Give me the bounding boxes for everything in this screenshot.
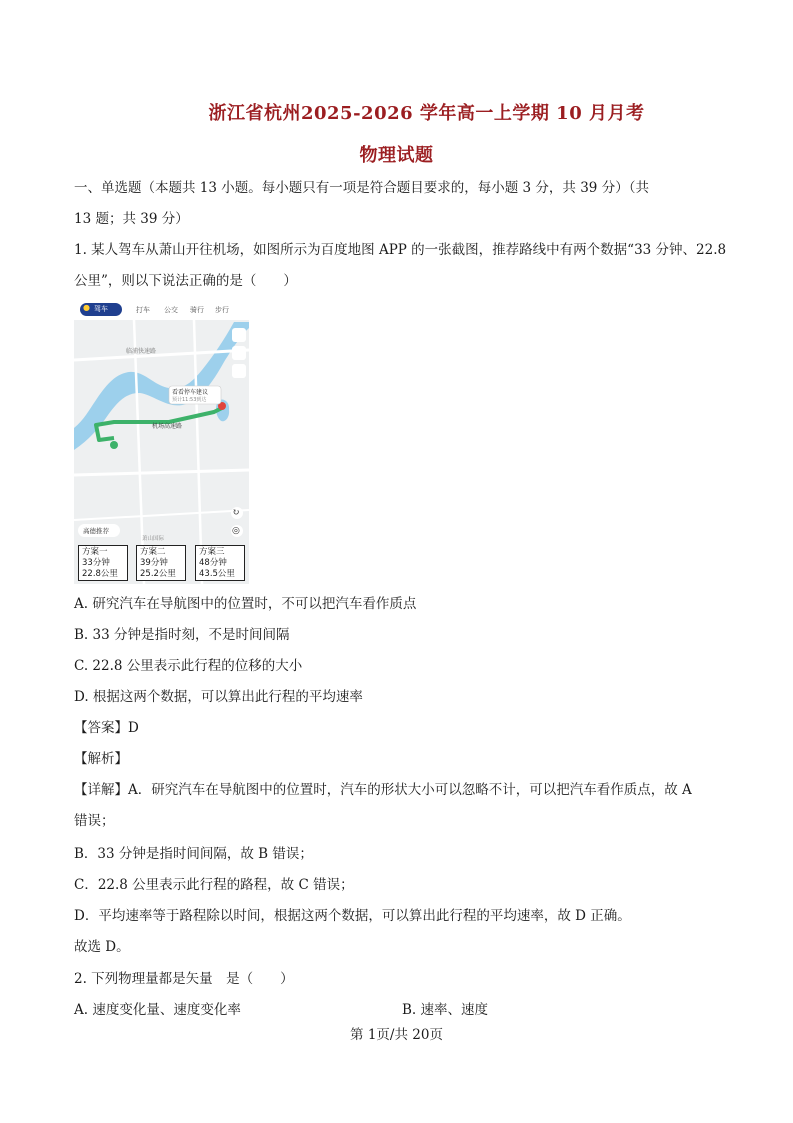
locate-icon[interactable]: ◎ [232,526,240,536]
detail-line1: 【详解】A．研究汽车在导航图中的位置时，汽车的形状大小可以忽略不计，可以把汽车看作质点，故 A [74,782,692,798]
plan-time: 39分钟 [140,558,168,568]
question-2-option-a: A. 速度变化量、速度变化率 [74,1002,241,1018]
question-1-option-a: A. 研究汽车在导航图中的位置时，不可以把汽车看作质点 [74,596,417,612]
route-plan-2[interactable] [136,545,186,581]
map-recommend-button[interactable]: 高德推荐 [83,527,109,535]
question-1-option-b: B. 33 分钟是指时刻，不是时间间隔 [74,627,290,643]
map-tab-walk[interactable]: 步行 [215,306,229,314]
plan-distance: 22.8公里 [82,569,118,579]
conclusion: 故选 D。 [74,939,130,955]
route-plan-1[interactable] [78,545,128,581]
page-subtitle: 物理试题 [359,145,434,166]
map-tooltip-eta: 预计11:53到达 [172,397,207,403]
question-1-line2: 公里”，则以下说法正确的是（ ） [74,273,297,289]
detail-d: D．平均速率等于路程除以时间，根据这两个数据，可以算出此行程的平均速率，故 D 正确。 [74,908,631,924]
question-1-option-d: D. 根据这两个数据，可以算出此行程的平均速率 [74,689,363,705]
plan-distance: 43.5公里 [199,569,235,579]
route-plan-3[interactable] [195,545,245,581]
map-tooltip-title: 看看停车建议 [172,389,209,396]
page-title: 浙江省杭州2025-2026 学年高一上学期 10 月月考 [208,103,645,124]
question-1-line1: 1. 某人驾车从萧山开往机场，如图所示为百度地图 APP 的一张截图，推荐路线中有两个数据“33 分钟、22.8 [74,242,727,258]
map-tab-bike[interactable]: 骑行 [190,306,204,314]
plan-name: 方案三 [199,547,225,557]
car-icon: ● [83,303,90,312]
page-footer: 第 1页/共 20页 [350,1027,443,1043]
question-2-option-b: B. 速率、速度 [402,1002,489,1018]
plan-name: 方案二 [140,547,166,557]
map-tab-taxi[interactable]: 打车 [136,306,150,314]
plan-distance: 25.2公里 [140,569,176,579]
section-heading-line2: 13 题；共 39 分） [74,211,189,227]
question-1-option-c: C. 22.8 公里表示此行程的位移的大小 [74,658,303,674]
refresh-icon[interactable]: ↻ [232,508,240,518]
map-road-label-2: 机场高速路 [152,423,183,430]
analysis-label: 【解析】 [74,751,128,767]
map-figure [74,300,249,584]
answer-label: 【答案】D [74,720,139,736]
section-heading-line1: 一、单选题（本题共 13 小题。每小题只有一项是符合题目要求的，每小题 3 分，共 39 分）（共 [74,180,649,196]
map-road-label-1: 临浦快速路 [126,348,157,355]
plan-time: 48分钟 [199,558,227,568]
detail-b: B．33 分钟是指时间间隔，故 B 错误； [74,846,313,862]
question-2-stem: 2. 下列物理量都是矢量 是（ ） [74,971,294,987]
map-tab-drive[interactable]: 驾车 [94,305,108,313]
detail-line2: 错误； [74,813,115,829]
detail-c: C．22.8 公里表示此行程的路程，故 C 错误； [74,877,354,893]
plan-time: 33分钟 [82,558,110,568]
plan-name: 方案一 [82,547,108,557]
map-bottom-label: 萧山国际 [142,536,165,542]
map-tab-bus[interactable]: 公交 [164,306,178,314]
